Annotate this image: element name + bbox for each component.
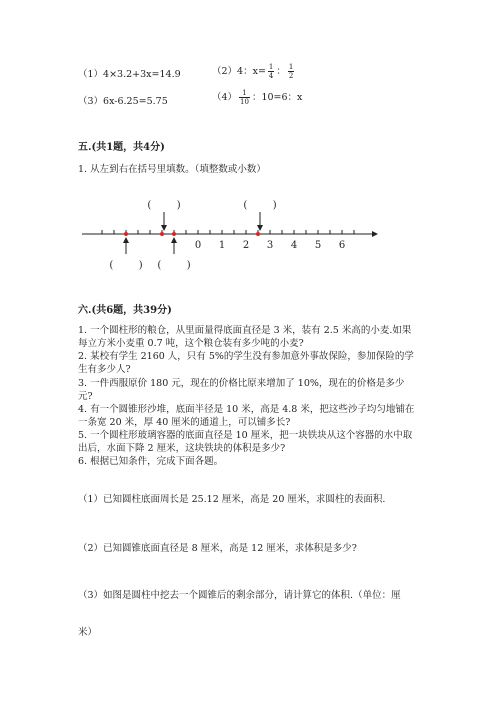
equation-3 <box>78 93 168 107</box>
equation-text: 4×3.2+3x=14.9 <box>103 69 181 80</box>
equation-label: （1） <box>78 69 104 80</box>
question-line: 4. 有一个圆锥形沙堆，底面半径是 10 米，高是 4.8 米，把这些沙子均匀地铺在 <box>78 404 415 415</box>
red-point <box>172 232 176 236</box>
red-point <box>160 232 164 236</box>
question-line: 一条宽 20 米，厚 40 厘米的通道上，可以铺多长? <box>78 417 291 428</box>
equation-text: 4：x= <box>237 66 266 77</box>
question-line: 元? <box>78 391 93 402</box>
sub-question-1: （1）已知圆柱底面周长是 25.12 厘米，高是 20 厘米，求圆柱的表面积. <box>78 494 386 505</box>
tick-label: 1 <box>218 240 226 251</box>
question-line: 3. 一件西服原价 180 元，现在的价格比原来增加了 10%，现在的价格是多少 <box>78 378 405 389</box>
section-5-title: 五.(共1题，共4分) <box>78 142 165 153</box>
tick-label: 3 <box>266 240 274 251</box>
tick-label: 0 <box>194 240 202 251</box>
equation-label: （4） <box>212 92 238 103</box>
equation-label: （3） <box>78 96 104 107</box>
equation-label: （2） <box>212 66 238 77</box>
question-line: 6. 根据已知条件，完成下面各题。 <box>78 456 224 467</box>
sub-question-3: （3）如图是圆柱中挖去一个圆锥后的剩余部分，请计算它的体积.（单位：厘 <box>78 590 401 601</box>
fraction: $\frac{1}{10}$ <box>240 89 249 106</box>
fraction: $\frac{1}{4}$ <box>268 63 274 80</box>
equation-4 <box>212 89 302 106</box>
question-text: 1. 从左到右在括号里填数。（填整数或小数） <box>78 164 266 175</box>
equation-text: 6x-6.25=5.75 <box>103 96 168 107</box>
question-line: 2. 某校有学生 2160 人，只有 5%的学生没有参加意外事故保险，参加保险的学 <box>78 351 414 362</box>
red-point <box>256 232 260 236</box>
question-line: 出后，水面下降 2 厘米，这块铁块的体积是多少? <box>78 443 286 454</box>
answer-bracket-bottom: ( ) <box>109 260 143 271</box>
question-line: 1. 一个圆柱形的粮仓，从里面量得底面直径是 3 米，装有 2.5 米高的小麦.如果 <box>78 325 412 336</box>
arrow-up-head <box>123 237 129 243</box>
sub-question-3-cont: 米） <box>78 627 98 638</box>
question-line: 5. 一个圆柱形玻璃容器的底面直径是 10 厘米，把一块铁块从这个容器的水中取 <box>78 430 413 441</box>
red-point <box>124 232 128 236</box>
sub-question-2: （2）已知圆锥底面直径是 8 厘米，高是 12 厘米，求体积是多少? <box>78 543 357 554</box>
equation-text: ：10=6：x <box>251 92 303 103</box>
tick-label: 5 <box>314 240 322 251</box>
equation-1 <box>78 66 181 80</box>
question-line: 生有多少人? <box>78 364 131 375</box>
arrow-head <box>372 231 378 237</box>
tick-label: 2 <box>242 240 250 251</box>
fraction: $\frac{1}{2}$ <box>288 63 294 80</box>
tick-label: 6 <box>338 240 346 251</box>
section-6-title: 六.(共6题，共39分) <box>78 305 172 316</box>
arrow-up-head <box>171 237 177 243</box>
number-line <box>0 190 500 280</box>
answer-bracket-top: ( ) <box>147 200 181 211</box>
equation-2: （2）4：x= $\frac{1}{4}$ ： $\frac{1}{2}$ <box>212 63 294 80</box>
answer-bracket-top: ( ) <box>243 200 277 211</box>
question-line: 每立方米小麦重 0.7 吨，这个粮仓装有多少吨的小麦? <box>78 338 304 349</box>
answer-bracket-bottom: ( ) <box>157 260 191 271</box>
tick-label: 4 <box>290 240 298 251</box>
